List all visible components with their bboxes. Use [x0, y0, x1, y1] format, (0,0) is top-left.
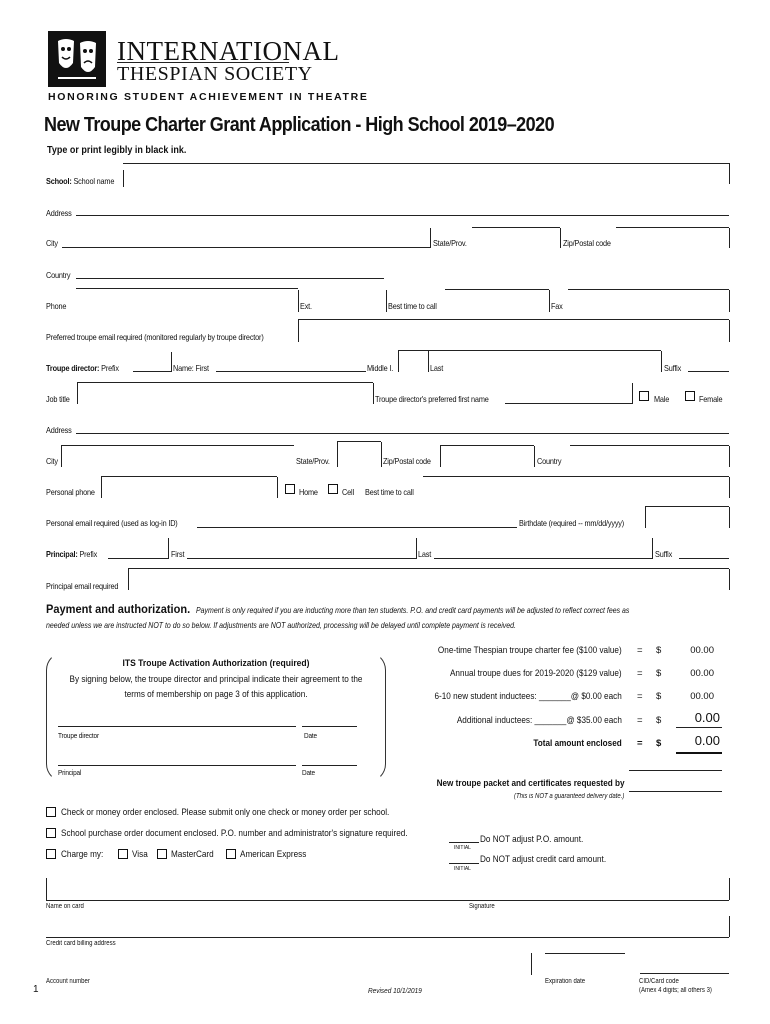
school-phone-label: Phone: [46, 301, 67, 311]
director-cell-label: Cell: [342, 487, 354, 497]
school-state-divider: [430, 228, 431, 248]
principal-last-label: Last: [418, 549, 432, 559]
principal-suffix-label: Suffix: [655, 549, 673, 559]
school-email-field[interactable]: [298, 319, 729, 320]
director-best-time-label: Best time to call: [365, 487, 414, 497]
director-prefix-field[interactable]: [133, 371, 171, 372]
billing-address-label: Credit card billing address: [46, 940, 116, 947]
school-state-label: State/Prov.: [433, 238, 467, 248]
director-country-field[interactable]: [570, 445, 729, 446]
school-fax-label: Fax: [551, 301, 563, 311]
account-number-field[interactable]: [46, 953, 532, 975]
principal-email-label: Principal email required: [46, 581, 119, 591]
director-personal-email-label: Personal email required (used as log-in ID): [46, 518, 178, 528]
director-male-label: Male: [654, 394, 670, 404]
director-gender-divider: [632, 383, 633, 404]
principal-suffix-divider: [652, 538, 653, 559]
school-address-field[interactable]: [76, 215, 729, 216]
cid-note: (Amex 4 digits; all others 3): [639, 987, 712, 994]
director-first-label: Name: First: [173, 363, 209, 373]
principal-last-field[interactable]: [434, 558, 652, 559]
school-fax-divider: [549, 290, 550, 312]
account-number-field-right: [531, 953, 532, 975]
account-number-label: Account number: [46, 978, 90, 985]
director-job-title-label: Job title: [46, 394, 70, 404]
no-adjust-cc-label: Do NOT adjust credit card amount.: [480, 854, 607, 865]
director-personal-phone-label: Personal phone: [46, 487, 95, 497]
director-country-divider: [534, 446, 535, 467]
director-prefix-label: Prefix: [101, 363, 119, 373]
director-city-field[interactable]: [61, 445, 294, 446]
director-middle-label: Middle I.: [367, 363, 394, 373]
check-checkbox[interactable]: [46, 807, 56, 817]
director-state-field-left: [337, 442, 338, 467]
director-first-divider: [171, 352, 172, 372]
principal-email-field-left: [128, 569, 129, 590]
director-label: Troupe director:: [46, 363, 100, 373]
director-country-field-right: [729, 446, 730, 467]
director-city-field-left: [61, 446, 62, 467]
name-on-card-label: Name on card: [46, 903, 84, 910]
school-best-time-label: Best time to call: [388, 301, 437, 311]
director-best-time-field[interactable]: [423, 476, 729, 477]
school-fax-field-right: [729, 290, 730, 312]
director-phone-type-divider: [277, 477, 278, 498]
principal-last-divider: [416, 538, 417, 559]
director-address-label: Address: [46, 425, 72, 435]
signature-label: Signature: [469, 903, 495, 910]
fee-equals: =: [637, 715, 643, 726]
principal-first-field[interactable]: [187, 558, 416, 559]
org-name-line2: THESPIAN SOCIETY: [117, 63, 313, 85]
principal-email-field-right: [729, 569, 730, 590]
packet-label: New troupe packet and certificates requested by: [437, 778, 625, 789]
amex-label: American Express: [240, 849, 307, 860]
director-birthdate-field[interactable]: [645, 506, 729, 507]
mastercard-label: MasterCard: [171, 849, 214, 860]
director-birthdate-label: Birthdate (required -- mm/dd/yyyy): [519, 518, 625, 528]
fee-currency: $: [656, 645, 662, 656]
po-label: School purchase order document enclosed. P.O. number and administrator's signature required.: [61, 828, 408, 839]
total-equals: =: [637, 738, 643, 749]
total-label: Total amount enclosed: [533, 738, 622, 749]
visa-checkbox[interactable]: [118, 849, 128, 859]
fee-amount: 00.00: [690, 691, 714, 702]
director-preferred-first-label: Troupe director's preferred first name: [375, 394, 489, 404]
director-address-field[interactable]: [76, 433, 729, 434]
director-birthdate-field-left: [645, 507, 646, 528]
director-suffix-divider: [661, 351, 662, 372]
amex-checkbox[interactable]: [226, 849, 236, 859]
director-personal-phone-field-left: [101, 477, 102, 498]
additional-amount-underline: [676, 727, 722, 728]
check-label: Check or money order enclosed. Please submit only one check or money order per school.: [61, 807, 390, 818]
school-name-label: School name: [73, 176, 115, 186]
principal-first-label: First: [171, 549, 185, 559]
packet-note: (This is NOT a guaranteed delivery date.): [513, 793, 624, 800]
total-amount-underline: [676, 752, 722, 754]
school-country-field[interactable]: [76, 278, 384, 279]
principal-first-divider: [168, 538, 169, 559]
fee-label: Annual troupe dues for 2019-2020 ($129 value): [450, 668, 622, 679]
director-last-label: Last: [430, 363, 444, 373]
signature-field[interactable]: [467, 900, 729, 901]
director-zip-field[interactable]: [440, 445, 534, 446]
school-city-field[interactable]: [62, 247, 430, 248]
director-suffix-label: Suffix: [664, 363, 682, 373]
packet-line-upper: [629, 770, 722, 771]
charge-label: Charge my:: [61, 849, 104, 860]
principal-prefix-label: Prefix: [79, 549, 98, 559]
principal-signature-line[interactable]: [58, 765, 296, 766]
school-ext-label: Ext.: [300, 301, 312, 311]
fee-equals: =: [637, 668, 643, 679]
expiration-field[interactable]: [545, 953, 625, 954]
director-best-time-field-right: [729, 477, 730, 498]
director-job-title-field-left: [77, 383, 78, 404]
initial-cc-field[interactable]: [449, 863, 479, 864]
logo-divider: [117, 62, 289, 63]
payment-heading: Payment and authorization.: [46, 602, 191, 616]
cid-label: CID/Card code: [639, 978, 679, 985]
authorization-panel: [46, 652, 386, 782]
director-job-title-field[interactable]: [77, 382, 373, 383]
school-zip-field-right: [729, 228, 730, 248]
director-home-label: Home: [299, 487, 318, 497]
fee-amount: 00.00: [690, 645, 714, 656]
no-adjust-po-label: Do NOT adjust P.O. amount.: [480, 834, 584, 845]
director-zip-divider: [381, 442, 382, 467]
director-state-label: State/Prov.: [296, 456, 330, 466]
principal-email-field[interactable]: [128, 568, 729, 569]
school-zip-divider: [560, 228, 561, 248]
initial-po-label: INITIAL: [454, 845, 471, 851]
school-label: School:: [46, 176, 72, 186]
authorization-title: ITS Troupe Activation Authorization (required): [122, 658, 310, 669]
payment-note-line1: Payment is only required if you are inducting more than ten students. P.O. and credit card payments will be adjusted to reflect correct fees as: [196, 605, 630, 615]
principal-prefix-field[interactable]: [108, 558, 168, 559]
school-name-field-right: [729, 163, 730, 184]
packet-date-field[interactable]: [629, 791, 722, 792]
school-zip-field[interactable]: [616, 227, 729, 228]
school-city-label: City: [46, 238, 58, 248]
payment-note-line2: needed unless we are instructed NOT to do so below. If adjustments are NOT authorized, processing will be delayed until complete payment is received.: [46, 620, 516, 630]
fee-currency: $: [656, 691, 662, 702]
troupe-director-signature-label: Troupe director: [58, 731, 99, 740]
principal-suffix-field[interactable]: [679, 558, 729, 559]
director-personal-phone-field[interactable]: [101, 476, 277, 477]
fee-label: Additional inductees: _______@ $35.00 each: [456, 715, 622, 726]
po-checkbox[interactable]: [46, 828, 56, 838]
total-amount[interactable]: 0.00: [694, 733, 720, 748]
authorization-text-line1: By signing below, the troupe director and principal indicate their agreement to the: [69, 674, 363, 685]
form-title: New Troupe Charter Grant Application - High School 2019–2020: [44, 114, 555, 136]
fee-equals: =: [637, 691, 643, 702]
fee-label: One-time Thespian troupe charter fee ($100 value): [438, 645, 622, 656]
fee-currency: $: [656, 668, 662, 679]
director-female-label: Female: [699, 394, 723, 404]
school-phone-field[interactable]: [76, 288, 298, 289]
director-middle-field[interactable]: [398, 350, 428, 351]
name-on-card-field[interactable]: [46, 900, 467, 901]
school-name-field-top: [123, 163, 729, 164]
director-zip-label: Zip/Postal code: [383, 456, 431, 466]
director-name-row: [46, 363, 119, 373]
director-state-field[interactable]: [337, 441, 381, 442]
initial-po-field[interactable]: [449, 842, 479, 843]
billing-address-field[interactable]: [46, 937, 729, 938]
org-name-line1: INTERNATIONAL: [117, 36, 340, 66]
total-currency: $: [656, 738, 662, 749]
org-tagline: HONORING STUDENT ACHIEVEMENT IN THEATRE: [48, 91, 369, 103]
school-best-time-divider: [386, 290, 387, 312]
initial-cc-label: INITIAL: [454, 866, 471, 872]
troupe-director-date-line[interactable]: [302, 726, 357, 727]
school-name-field-left: [123, 170, 124, 187]
school-state-field[interactable]: [472, 227, 560, 228]
director-female-checkbox[interactable]: [685, 391, 695, 401]
school-row: [46, 176, 114, 186]
principal-label: Principal:: [46, 549, 78, 559]
school-fax-field[interactable]: [568, 289, 729, 290]
its-logo-masks-icon: [48, 31, 106, 87]
school-country-label: Country: [46, 270, 71, 280]
expiration-label: Expiration date: [545, 978, 586, 985]
director-last-divider: [428, 351, 429, 372]
school-email-label: Preferred troupe email required (monitored regularly by troupe director): [46, 332, 264, 342]
card-name-field-left: [46, 878, 47, 900]
visa-label: Visa: [132, 849, 148, 860]
principal-signature-label: Principal: [58, 768, 82, 777]
principal-name-row: [46, 549, 97, 559]
cid-field[interactable]: [640, 973, 729, 974]
mastercard-checkbox[interactable]: [157, 849, 167, 859]
school-email-field-left: [298, 320, 299, 342]
fee-equals: =: [637, 645, 643, 656]
director-male-checkbox[interactable]: [639, 391, 649, 401]
school-ext-divider: [298, 290, 299, 312]
fee-amount: 00.00: [690, 668, 714, 679]
director-suffix-field[interactable]: [688, 371, 729, 372]
page-number: 1: [33, 984, 39, 995]
director-cell-checkbox[interactable]: [328, 484, 338, 494]
fee-label: 6-10 new student inductees: _______@ $0.00 each: [434, 691, 622, 702]
signature-field-right: [729, 878, 730, 900]
school-email-field-right: [729, 320, 730, 342]
school-best-time-field[interactable]: [445, 289, 549, 290]
director-middle-divider: [398, 351, 399, 372]
director-home-checkbox[interactable]: [285, 484, 295, 494]
billing-address-field-right: [729, 916, 730, 937]
fee-currency: $: [656, 715, 662, 726]
director-birthdate-field-right: [729, 507, 730, 528]
authorization-text-line2: terms of membership on page 3 of this application.: [124, 689, 308, 700]
troupe-director-date-label: Date: [304, 731, 317, 740]
director-first-field[interactable]: [216, 371, 366, 372]
revised-date: Revised 10/1/2019: [368, 986, 422, 995]
charge-checkbox[interactable]: [46, 849, 56, 859]
troupe-director-signature-line[interactable]: [58, 726, 296, 727]
director-city-label: City: [46, 456, 58, 466]
director-country-label: Country: [537, 456, 562, 466]
fee-amount-additional[interactable]: 0.00: [694, 710, 720, 725]
director-preferred-divider: [373, 383, 374, 404]
school-zip-label: Zip/Postal code: [563, 238, 611, 248]
principal-date-line[interactable]: [302, 765, 357, 766]
school-name-field[interactable]: [123, 164, 729, 186]
principal-date-label: Date: [302, 768, 315, 777]
director-zip-field-left: [440, 446, 441, 467]
school-address-label: Address: [46, 208, 72, 218]
director-personal-email-field[interactable]: [197, 527, 517, 528]
director-preferred-first-field[interactable]: [505, 403, 632, 404]
instructions: Type or print legibly in black ink.: [47, 145, 187, 156]
director-last-field[interactable]: [428, 350, 661, 351]
